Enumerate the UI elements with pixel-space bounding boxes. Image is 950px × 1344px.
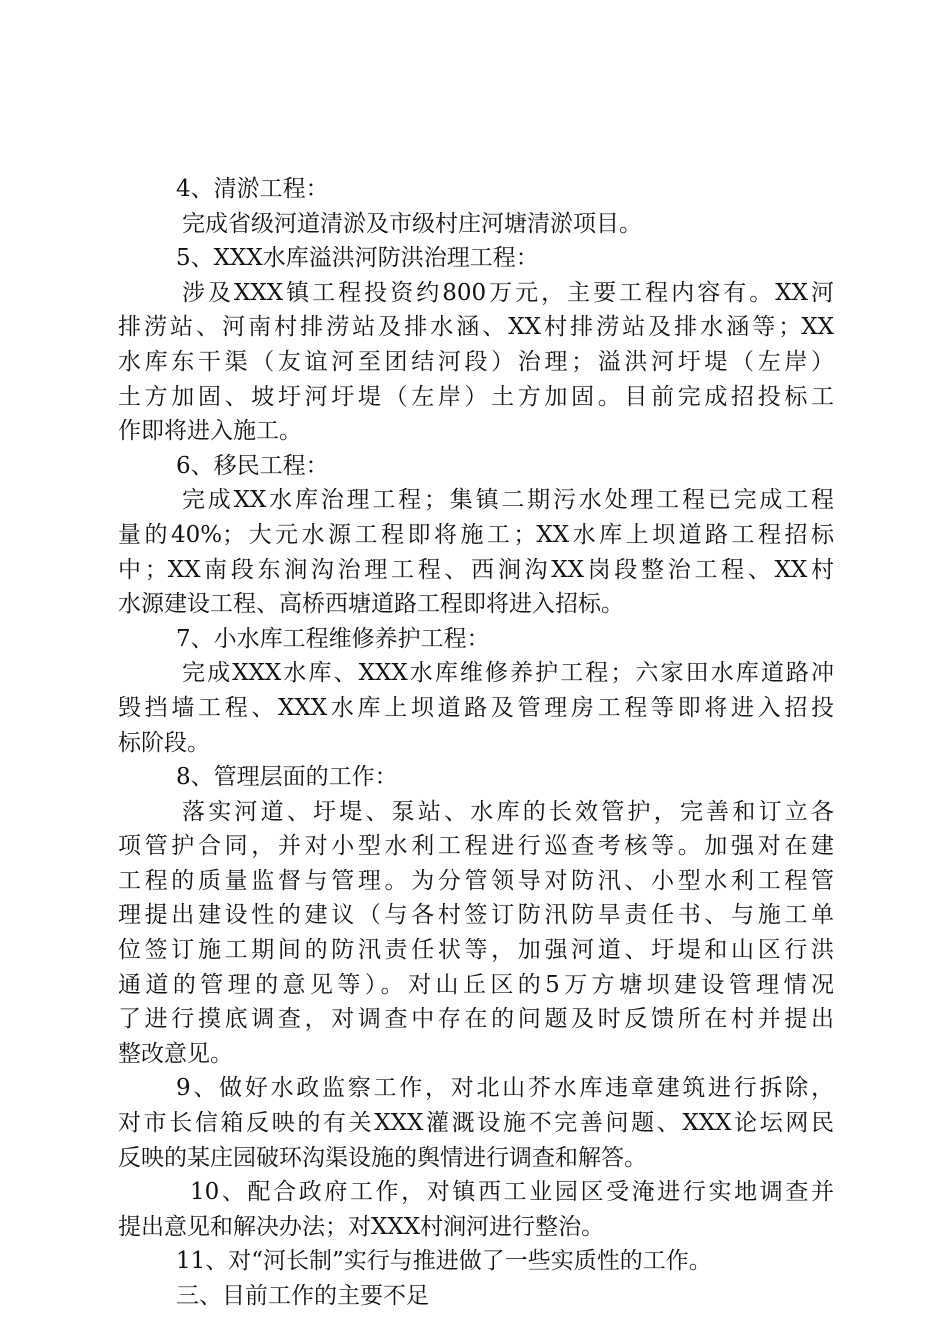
- paragraph-line: 水源建设工程、高桥西塘道路工程即将进入招标。: [118, 591, 624, 618]
- section-heading-management: 8、管理层面的工作：: [176, 764, 398, 791]
- section-heading-flood-control: 5、XXX水库溢洪河防洪治理工程：: [176, 245, 539, 272]
- paragraph-line: 水库东干渠（友谊河至团结河段）治理；溢洪河圩堤（左岸）: [118, 348, 834, 375]
- paragraph-line: 完成XXX水库、XXX水库维修养护工程；六家田水库道路冲: [182, 660, 834, 687]
- paragraph-line: 提出意见和解决办法；对XXX村涧河进行整治。: [118, 1213, 605, 1240]
- paragraph-line: 整改意见。: [118, 1040, 233, 1067]
- paragraph-line: 项管护合同，并对小型水利工程进行巡查考核等。加强对在建: [118, 833, 834, 860]
- paragraph-line: 完成XX水库治理工程；集镇二期污水处理工程已完成工程: [182, 487, 834, 514]
- paragraph-line: 中；XX南段东涧沟治理工程、西涧沟XX岗段整治工程、XX村: [118, 556, 834, 583]
- paragraph-line: 理提出建设性的建议（与各村签订防汛防旱责任书、与施工单: [118, 902, 834, 929]
- paragraph-item-11: 11、对“河长制”实行与推进做了一些实质性的工作。: [176, 1248, 712, 1275]
- document-body: [118, 172, 834, 1314]
- paragraph-line: 量的40%；大元水源工程即将施工；XX水库上坝道路工程招标: [118, 521, 834, 548]
- paragraph-line: 工程的质量监督与管理。为分管领导对防汛、小型水利工程管: [118, 867, 834, 894]
- paragraph-line: 毁挡墙工程、XXX水库上坝道路及管理房工程等即将进入招投: [118, 694, 834, 721]
- paragraph-line: 排涝站、河南村排涝站及排水涵、XX村排涝站及排水涵等；XX: [118, 314, 834, 341]
- paragraph-line: 涉及XXX镇工程投资约800万元，主要工程内容有。XX河: [182, 279, 834, 306]
- paragraph-line: 对市长信箱反映的有关XXX灌溉设施不完善问题、XXX论坛网民: [118, 1110, 834, 1137]
- paragraph-line: 落实河道、圩堤、泵站、水库的长效管护，完善和订立各: [182, 798, 834, 825]
- paragraph-item-10: 10、配合政府工作，对镇西工业园区受淹进行实地调查并: [190, 1179, 834, 1206]
- paragraph-line: 通道的管理的意见等）。对山丘区的5万方塘坝建设管理情况: [118, 971, 834, 998]
- section-heading-small-reservoir: 7、小水库工程维修养护工程：: [176, 625, 490, 652]
- paragraph-line: 土方加固、坡圩河圩堤（左岸）土方加固。目前完成招投标工: [118, 383, 834, 410]
- paragraph-line: 标阶段。: [118, 729, 210, 756]
- paragraph-line: 完成省级河道清淤及市级村庄河塘清淤项目。: [182, 210, 642, 237]
- section-heading-shortcomings: 三、目前工作的主要不足: [176, 1283, 429, 1309]
- section-heading-dredging: 4、清淤工程：: [176, 176, 329, 202]
- section-heading-resettlement: 6、移民工程：: [176, 452, 329, 479]
- paragraph-line: 作即将进入施工。: [118, 418, 302, 445]
- paragraph-line: 位签订施工期间的防汛责任状等，加强河道、圩堤和山区行洪: [118, 937, 834, 964]
- paragraph-line: 了进行摸底调查，对调查中存在的问题及时反馈所在村并提出: [118, 1006, 834, 1033]
- paragraph-line: 反映的某庄园破环沟渠设施的舆情进行调查和解答。: [118, 1144, 647, 1171]
- paragraph-item-9: 9、做好水政监察工作，对北山芥水库违章建筑进行拆除，: [176, 1075, 834, 1102]
